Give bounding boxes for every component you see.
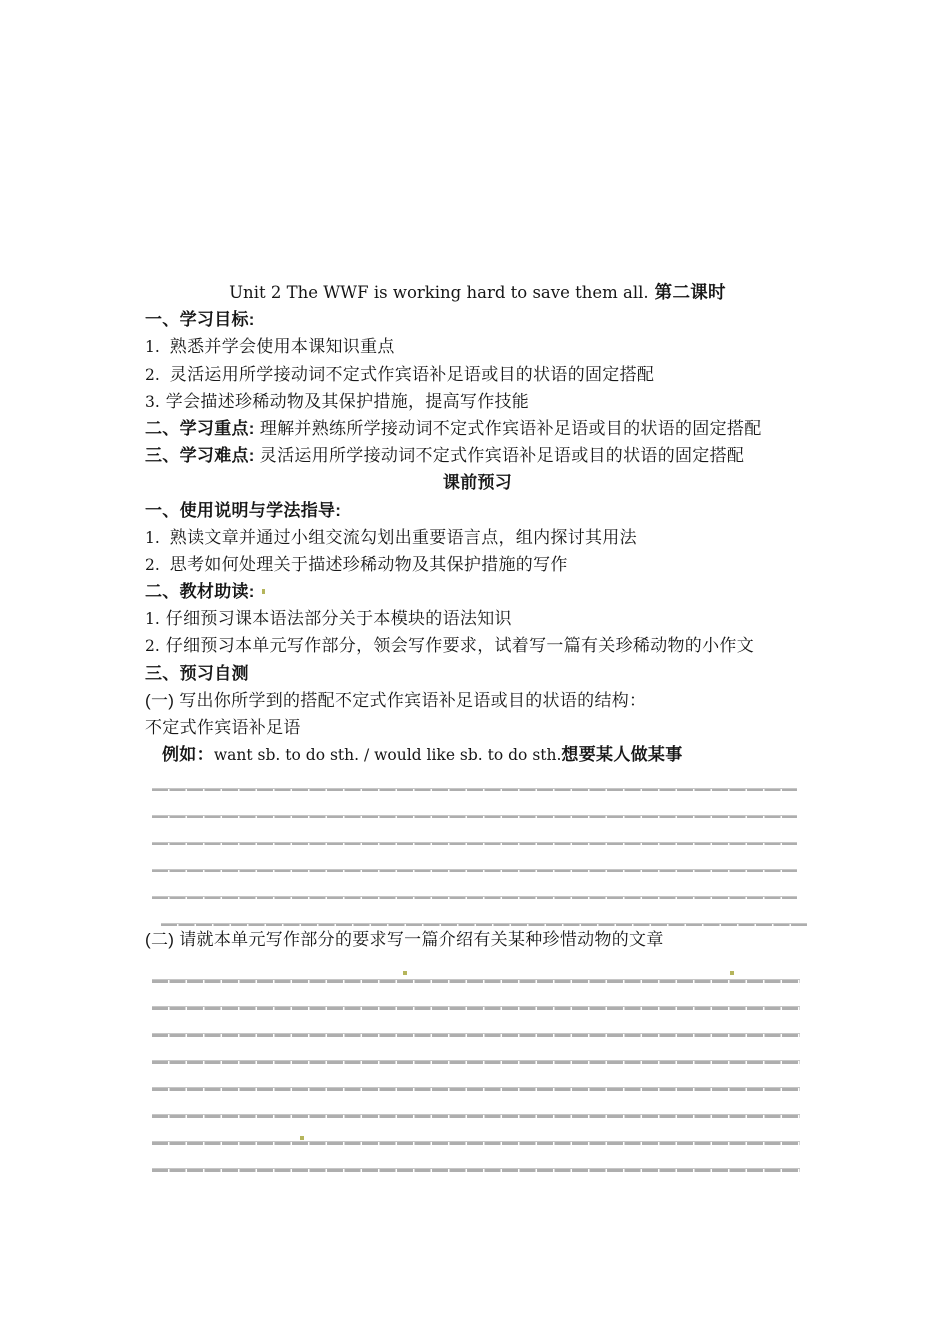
item-text: 学会描述珍稀动物及其保护措施，提高写作技能 (165, 391, 530, 411)
example-english: want sb. to do sth. / would like sb. to do sth. (213, 746, 562, 765)
difficulty-line (145, 442, 810, 469)
item-text: 仔细预习本单元写作部分，领会写作要求，试着写一篇有关珍稀动物的小作文 (165, 636, 754, 656)
answer-line[interactable] (145, 1010, 810, 1037)
self-test-heading-line (145, 660, 810, 687)
item-number: 1. (145, 528, 160, 547)
key-point-text: 理解并熟练所学接动词不定式作宾语补足语或目的状语的固定搭配 (259, 418, 762, 438)
answer-line[interactable] (145, 1091, 810, 1118)
stray-dot (730, 971, 734, 975)
item-text: 灵活运用所学接动词不定式作宾语补足语或目的状语的固定搭配 (169, 364, 655, 384)
answer-line[interactable] (145, 1037, 810, 1064)
answer-lines-part1[interactable] (145, 764, 810, 926)
item-number: 1. (145, 610, 160, 629)
stray-dot (300, 1136, 304, 1140)
goals-item-1 (145, 333, 810, 360)
key-point-label: 二、学习重点: (145, 418, 255, 438)
usage-heading-line (145, 497, 810, 524)
material-heading: 二、教材助读: (145, 582, 255, 602)
document-content (145, 279, 810, 1172)
answer-line[interactable] (145, 764, 810, 791)
goals-item-3 (145, 388, 810, 415)
usage-heading: 一、使用说明与学法指导: (145, 500, 342, 520)
answer-line[interactable] (145, 899, 810, 926)
answer-line[interactable] (145, 845, 810, 872)
difficulty-label: 三、学习难点: (145, 446, 255, 466)
item-text: 熟读文章并通过小组交流勾划出重要语言点，组内探讨其用法 (169, 527, 637, 547)
answer-line[interactable] (145, 1118, 810, 1145)
stray-dot (403, 971, 407, 975)
answer-line[interactable] (145, 983, 810, 1010)
key-point-line (145, 415, 810, 442)
item-number: 2. (145, 637, 160, 656)
answer-lines-part2[interactable] (145, 956, 810, 1172)
example-label: 例如： (162, 745, 214, 765)
item-text: 仔细预习课本语法部分关于本模块的语法知识 (165, 609, 512, 629)
part1-prompt: (一) 写出你所学到的搭配不定式作宾语补足语或目的状语的结构： (145, 690, 647, 710)
document-title (145, 279, 810, 306)
usage-item-2 (145, 551, 810, 578)
item-text: 思考如何处理关于描述珍稀动物及其保护措施的写作 (169, 554, 568, 574)
answer-line[interactable] (145, 1145, 810, 1172)
part1-subheading: 不定式作宾语补足语 (145, 718, 301, 737)
material-item-1 (145, 605, 810, 632)
answer-line[interactable] (145, 791, 810, 818)
answer-line[interactable] (145, 818, 810, 845)
item-number: 1. (145, 338, 160, 357)
material-heading-line (145, 578, 810, 605)
material-item-2 (145, 632, 810, 659)
answer-line[interactable] (145, 872, 810, 899)
goals-heading-line (145, 306, 810, 333)
answer-line[interactable] (145, 956, 810, 983)
title-chinese: 第二课时 (654, 282, 726, 302)
goals-heading: 一、学习目标: (145, 310, 255, 330)
preview-section-title: 课前预习 (442, 473, 513, 493)
difficulty-text: 灵活运用所学接动词不定式作宾语补足语或目的状语的固定搭配 (259, 446, 745, 466)
goals-item-2 (145, 361, 810, 388)
item-number: 2. (145, 555, 160, 574)
title-english: Unit 2 The WWF is working hard to save them all. (229, 283, 649, 302)
part2-prompt: (二) 请就本单元写作部分的要求写一篇介绍有关某种珍惜动物的文章 (145, 930, 664, 950)
example-chinese: 想要某人做某事 (561, 745, 683, 765)
self-test-heading: 三、预习自测 (145, 663, 249, 683)
stray-dot (262, 589, 265, 594)
item-text: 熟悉并学会使用本课知识重点 (169, 337, 395, 357)
item-number: 3. (145, 392, 160, 411)
usage-item-1 (145, 524, 810, 551)
answer-line[interactable] (145, 1064, 810, 1091)
item-number: 2. (145, 365, 160, 384)
